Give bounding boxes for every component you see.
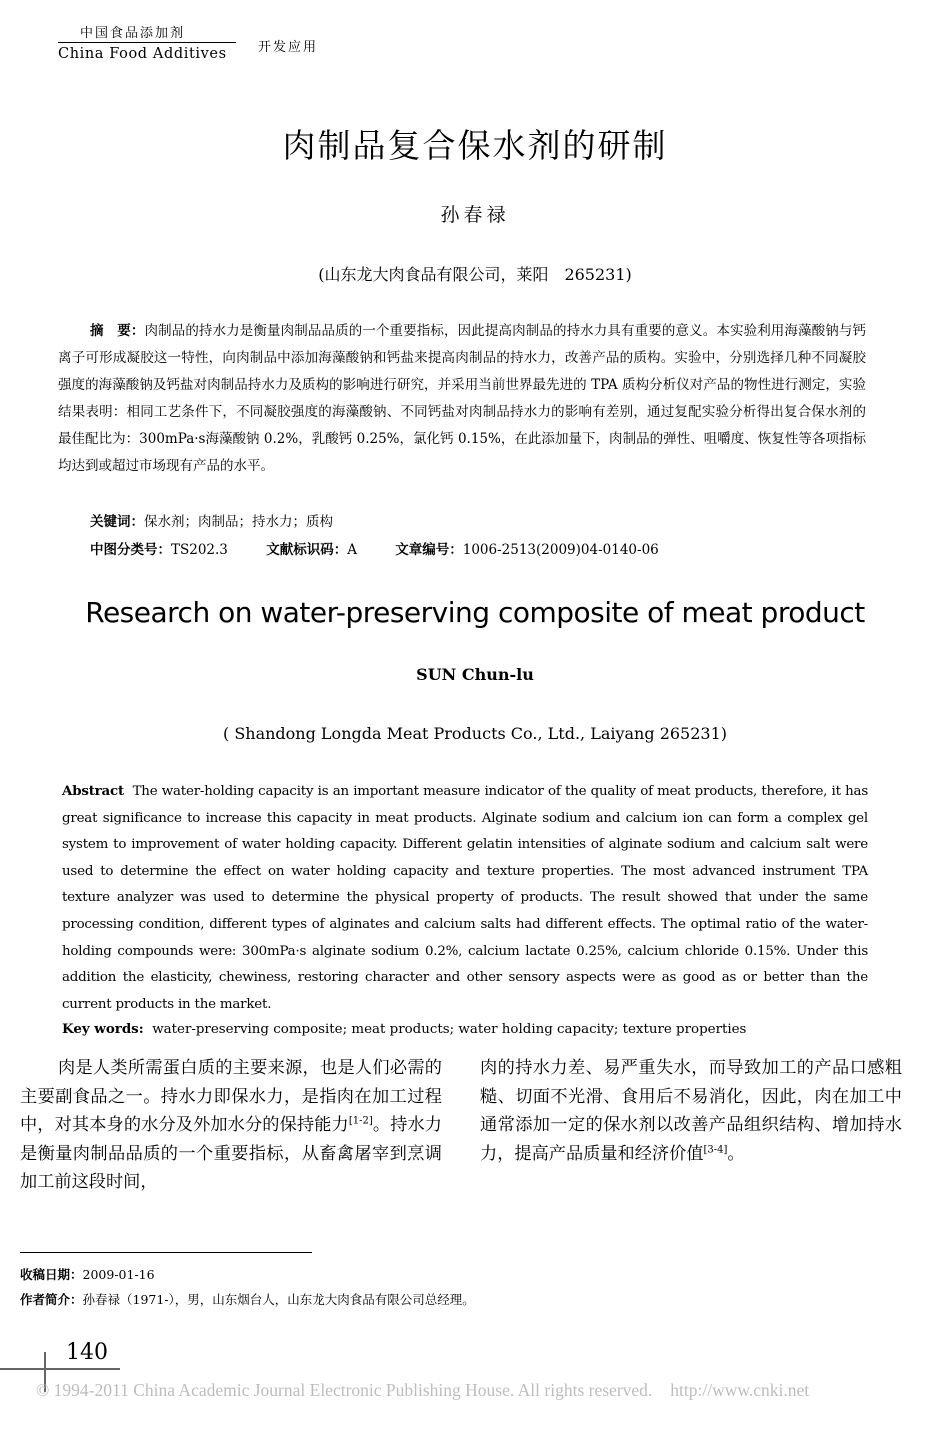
affiliation-en: ( Shandong Longda Meat Products Co., Ltd., Laiyang 265231): [222, 724, 728, 743]
keywords-cn: [90, 510, 333, 530]
footnote-rule: [20, 1252, 312, 1253]
keywords-en-text: water-preserving composite; meat products; water holding capacity; texture properties: [152, 1022, 747, 1037]
page-number: 140: [66, 1340, 108, 1365]
received-date: [20, 1265, 155, 1283]
body-text: 。持水力是衡量肉制品品质的一个重要指标，从畜禽屠宰到烹调加工前这段时间，: [20, 1115, 442, 1192]
article-number-label: 文章编号：: [395, 542, 463, 558]
author-name-cn: 孙春禄: [440, 204, 510, 226]
article-number-value: 1006-2513(2009)04-0140-06: [462, 542, 659, 558]
column-name: 开发应用: [258, 40, 319, 55]
header-rule: [58, 42, 236, 43]
body-column-left: [20, 1054, 442, 1197]
abstract-cn: [58, 318, 866, 480]
paper-title-en: Research on water-preserving composite of meat product: [85, 596, 865, 629]
keywords-en-label: Key words:: [62, 1021, 144, 1037]
bio-label: 作者简介：: [20, 1292, 83, 1307]
page-mark-horizontal: [0, 1368, 120, 1370]
abstract-cn-label: 摘 要：: [90, 323, 145, 339]
keywords-en: [62, 1021, 868, 1037]
abstract-cn-text: 肉制品的持水力是衡量肉制品品质的一个重要指标，因此提高肉制品的持水力具有重要的意义。本实验利用海藻酸钠与钙离子可形成凝胶这一特性，向肉制品中添加海藻酸钠和钙盐来提高肉制品的持水力，改善产品的质构。实验中，分别选择几种不同凝胶强度的海藻酸钠及钙盐对肉制品持水力及质构的影响进行研究，并采用当前世界最先进的 TPA 质构分析仪对产品的物性进行测定，实验结果表明：相同工艺条件下，不同凝胶强度的海藻酸钠、不同钙盐对肉制品持水力的影响有差别，通过复配实验分析得出复合保水剂的最佳配比为：300mPa·s海藻酸钠 0.2%，乳酸钙 0.25%，氯化钙 0.15%，在此添加量下，肉制品的弹性、咀嚼度、恢复性等各项指标均达到或超过市场现有产品的水平。: [58, 323, 867, 474]
bio-value: 孙春禄（1971-），男，山东烟台人，山东龙大肉食品有限公司总经理。: [82, 1292, 475, 1307]
abstract-en: [62, 778, 868, 1018]
clc-value: TS202.3: [171, 542, 228, 558]
received-label: 收稿日期：: [20, 1267, 83, 1282]
body-text: 肉的持水力差、易严重失水，而导致加工的产品口感粗糙、切面不光滑、食用后不易消化，因此，肉在加工中通常添加一定的保水剂以改善产品组织结构、增加持水力，提高产品质量和经济价值: [480, 1058, 902, 1164]
affiliation-cn: (山东龙大肉食品有限公司，莱阳 265231): [318, 265, 632, 284]
doc-code-label: 文献标识码：: [266, 542, 348, 558]
abstract-en-text: The water-holding capacity is an important measure indicator of the quality of meat products, therefore, it has great significance to increase this capacity in meat products. Alginate sodium and calcium ion can form a complex gel system to improvement of water holding capacity. Different gelatin intensities of alginate sodium and calcium salt were used to determine the effect on water holding capacity and texture properties. The most advanced instrument TPA texture analyzer was used to determine the physical property of products. The result showed that under the same processing condition, different types of alginates and calcium salts had different effects. The optimal ratio of the water-holding compounds were: 300mPa·s alginate sodium 0.2%, calcium lactate 0.25%, calcium chloride 0.15%. Under this addition the elasticity, chewiness, restoring character and other sensory aspects were as good as or better than the current products in the market.: [62, 784, 868, 1012]
doc-code-value: A: [347, 542, 357, 558]
received-value: 2009-01-16: [82, 1267, 155, 1282]
body-text: 。: [727, 1143, 745, 1164]
journal-name-en: China Food Additives: [58, 46, 227, 62]
citation-ref: [1-2]: [348, 1115, 373, 1127]
copyright-notice: © 1994-2011 China Academic Journal Electronic Publishing House. All rights reserved.: [36, 1380, 653, 1400]
author-bio: [20, 1290, 475, 1308]
body-column-right: [480, 1054, 902, 1168]
keywords-cn-label: 关键词：: [90, 514, 144, 530]
paper-title-cn: 肉制品复合保水剂的研制: [282, 126, 668, 165]
classification-line: [90, 538, 659, 558]
clc-label: 中图分类号：: [90, 542, 171, 558]
body-text: 肉是人类所需蛋白质的主要来源，也是人们必需的主要副食品之一。持水力即保水力，是指肉在加工过程中，对其本身的水分及外加水分的保持能力: [20, 1058, 442, 1135]
cnki-link[interactable]: http://www.cnki.net: [670, 1380, 810, 1400]
copyright-footer: [36, 1380, 809, 1401]
keywords-cn-text: 保水剂；肉制品；持水力；质构: [144, 514, 333, 530]
abstract-en-label: Abstract: [62, 783, 124, 799]
citation-ref: [3-4]: [703, 1143, 728, 1155]
author-name-en: SUN Chun-lu: [416, 665, 534, 684]
journal-name-cn: 中国食品添加剂: [80, 26, 186, 41]
